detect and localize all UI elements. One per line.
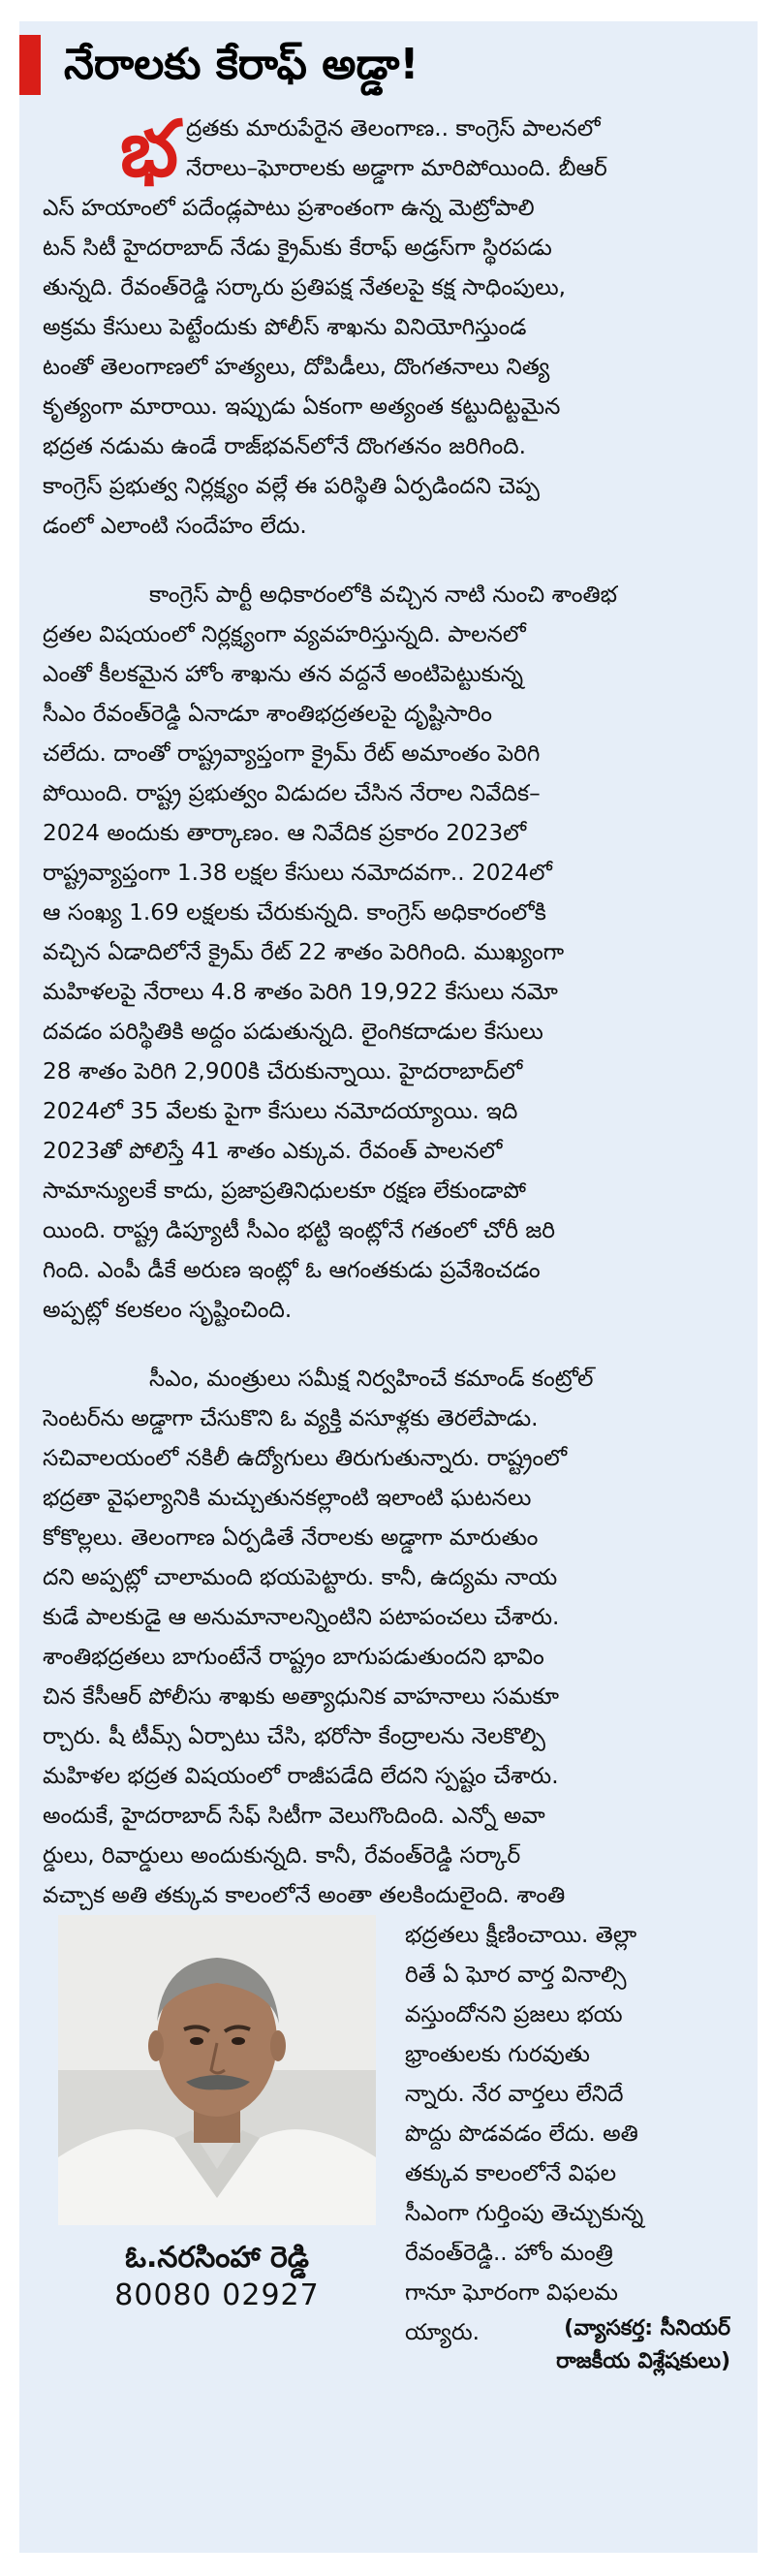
text-line: వచ్చిన ఏడాదిలోనే క్రైమ్ రేట్ 22 శాతం పెరిగింది. ముఖ్యంగా [43, 939, 565, 965]
author-credit [556, 2312, 730, 2378]
author-phone: 80080 02927 [114, 2278, 320, 2312]
text-line: భద్రతా వైఫల్యానికి మచ్చుతునకల్లాంటి ఇలాంటి ఘటనలు [43, 1485, 532, 1511]
bottom-section [19, 1915, 758, 2373]
text-line: నేరాలు–ఘోరాలకు అడ్డాగా మారిపోయింది. బీఆర్ [186, 155, 607, 181]
text-line: వచ్చాక అతి తక్కువ కాలంలోనే అంతా తలకిందులైంది. శాంతి [43, 1882, 566, 1908]
text-line: పోయింది. రాష్ట్ర ప్రభుత్వం విడుదల చేసిన నేరాల నివేదిక– [43, 780, 541, 806]
text-line: చలేదు. దాంతో రాష్ట్రవ్యాప్తంగా క్రైమ్ రేట్ అమాంతం పెరిగి [43, 740, 541, 767]
text-line: దని అప్పట్లో చాలామంది భయపెట్టారు. కానీ, ఉద్యమ నాయ [43, 1564, 558, 1590]
headline-accent-bar [19, 35, 41, 95]
text-line: సెంటర్‌ను అడ్డాగా చేసుకొని ఓ వ్యక్తి వసూళ్లకు తెరలేపాడు. [43, 1405, 539, 1431]
text-line: సచివాలయంలో నకిలీ ఉద్యోగులు తిరుగుతున్నారు. రాష్ట్రంలో [43, 1445, 568, 1471]
headline: నేరాలకు కేరాఫ్ అడ్డా! [64, 39, 419, 89]
text-line: డంలో ఎలాంటి సందేహం లేదు. [43, 513, 307, 539]
author-name: ఓ.నరసింహా రెడ్డి [125, 2241, 309, 2275]
text-line: న్నారు. నేర వార్తలు లేనిదే [405, 2081, 624, 2107]
text-line: టంతో తెలంగాణలో హత్యలు, దోపిడీలు, దొంగతనాలు నిత్య [43, 354, 550, 380]
credit-line: (వ్యాసకర్త: సీనియర్ [564, 2316, 730, 2340]
dropcap: భ [120, 104, 178, 194]
headline-row [19, 21, 758, 109]
text-line: ఎస్ హయాంలో పదేండ్లపాటు ప్రశాంతంగా ఉన్న మెట్రోపాలి [43, 195, 535, 221]
text-line: భద్రతలు క్షీణించాయి. తెల్లా [405, 1922, 637, 1948]
paragraph-1 [43, 104, 734, 546]
text-line: గానూ ఘోరంగా విఫలమ [405, 2279, 618, 2306]
text-line: సీఎం, మంత్రులు సమీక్ష నిర్వహించే కమాండ్ కంట్రోల్ [149, 1366, 594, 1392]
author-photo [58, 1915, 376, 2225]
text-line: అక్రమ కేసులు పెట్టేందుకు పోలీస్ శాఖను వినియోగిస్తుండ [43, 314, 527, 340]
text-line: యింది. రాష్ట్ర డిప్యూటీ సీఎం భట్టి ఇంట్లోనే గతంలో చోరీ జరి [43, 1217, 556, 1243]
text-line: 28 శాతం పెరిగి 2,900కి చేరుకున్నాయి. హైదరాబాద్‌లో [43, 1058, 523, 1084]
text-line: వస్తుందోనని ప్రజలు భయ [405, 2001, 623, 2027]
text-line: మహిళల భద్రత విషయంలో రాజీపడేది లేదని స్పష్టం చేశారు. [43, 1763, 559, 1789]
text-line: సామాన్యులకే కాదు, ప్రజాప్రతినిధులకూ రక్షణ లేకుండాపో [43, 1178, 526, 1204]
paragraph-2 [43, 575, 734, 1330]
text-line: తక్కువ కాలంలోనే విఫల [405, 2160, 617, 2186]
text-line: 2024 అందుకు తార్కాణం. ఆ నివేదిక ప్రకారం 2023లో [43, 820, 527, 846]
text-line: సీఎం రేవంత్‌రెడ్డి ఏనాడూ శాంతిభద్రతలపై దృష్టిసారిం [43, 701, 492, 727]
text-line: రితే ఏ ఘోర వార్త వినాల్సి [405, 1962, 627, 1988]
text-line: ఎంతో కీలకమైన హోం శాఖను తన వద్దనే అంటిపెట్టుకున్న [43, 661, 524, 687]
text-line: రేవంత్‌రెడ్డి.. హోం మంత్రి [405, 2240, 613, 2266]
author-block [58, 1915, 376, 2314]
text-line: కాంగ్రెస్ పార్టీ అధికారంలోకి వచ్చిన నాటి నుంచి శాంతిభ [149, 581, 617, 608]
text-line: 2024లో 35 వేలకు పైగా కేసులు నమోదయ్యాయి. ఇది [43, 1098, 518, 1124]
text-line: సీఎంగా గుర్తింపు తెచ్చుకున్న [405, 2200, 644, 2226]
text-line: కాంగ్రెస్ ప్రభుత్వ నిర్లక్ష్యం వల్లే ఈ పరిస్థితి ఏర్పడిందని చెప్ప [43, 473, 540, 499]
article-body [19, 104, 758, 1915]
text-line: దవడం పరిస్థితికి అద్దం పడుతున్నది. లైంగికదాడుల కేసులు [43, 1019, 543, 1045]
text-line: తున్నది. రేవంత్‌రెడ్డి సర్కారు ప్రతిపక్ష నేతలపై కక్ష సాధింపులు, [43, 274, 567, 300]
text-line: టన్ సిటీ హైదరాబాద్ నేడు క్రైమ్‌కు కేరాఫ్ అడ్రస్‌గా స్థిరపడు [43, 235, 552, 261]
text-line: రాష్ట్రవ్యాప్తంగా 1.38 లక్షల కేసులు నమోదవగా.. 2024లో [43, 860, 552, 886]
text-line: ర్చారు. షీ టీమ్స్ ఏర్పాటు చేసి, భరోసా కేంద్రాలను నెలకొల్పి [43, 1723, 545, 1749]
text-line: అప్పట్లో కలకలం సృష్టించింది. [43, 1297, 293, 1323]
side-column-text [405, 1915, 758, 2352]
text-line: శాంతిభద్రతలు బాగుంటేనే రాష్ట్రం బాగుపడుతుందని భావిం [43, 1644, 544, 1670]
text-line: కుడే పాలకుడై ఆ అనుమానాలన్నింటిని పటాపంచలు చేశారు. [43, 1604, 560, 1630]
article-panel [19, 21, 758, 2553]
text-line: అందుకే, హైదరాబాద్ సేఫ్ సిటీగా వెలుగొందింది. ఎన్నో అవా [43, 1803, 545, 1829]
text-line: 2023తో పోలిస్తే 41 శాతం ఎక్కువ. రేవంత్ పాలనలో [43, 1138, 503, 1164]
text-line: గింది. ఎంపీ డీకే అరుణ ఇంట్లో ఓ ఆగంతకుడు ప్రవేశించడం [43, 1257, 541, 1283]
text-line: ద్రతల విషయంలో నిర్లక్ష్యంగా వ్యవహరిస్తున్నది. పాలనలో [43, 621, 526, 647]
text-line: చిన కేసీఆర్ పోలీసు శాఖకు అత్యాధునిక వాహనాలు సమకూ [43, 1683, 559, 1710]
text-line: ద్రతకు మారుపేరైన తెలంగాణ.. కాంగ్రెస్ పాలనలో [186, 115, 601, 141]
author-portrait-image [58, 1915, 376, 2225]
paragraph-3 [43, 1359, 734, 1915]
text-line: భ్రాంతులకు గురవుతు [405, 2041, 590, 2067]
text-line: పొద్దు పొడవడం లేదు. అతి [405, 2120, 638, 2147]
text-line: కృత్యంగా మారాయి. ఇప్పుడు ఏకంగా అత్యంత కట్టుదిట్టమైన [43, 393, 561, 420]
text-line: ఆ సంఖ్య 1.69 లక్షలకు చేరుకున్నది. కాంగ్రెస్ అధికారంలోకి [43, 899, 546, 926]
text-line: మహిళలపై నేరాలు 4.8 శాతం పెరిగి 19,922 కేసులు నమో [43, 979, 558, 1005]
text-line: య్యారు. [405, 2319, 480, 2345]
text-line: ర్డులు, రివార్డులు అందుకున్నది. కానీ, రేవంత్‌రెడ్డి సర్కార్ [43, 1842, 521, 1869]
text-line: కోకొల్లలు. తెలంగాణ ఏర్పడితే నేరాలకు అడ్డాగా మారుతుం [43, 1524, 539, 1551]
credit-line: రాజకీయ విశ్లేషకులు) [556, 2349, 730, 2373]
text-line: భద్రత నడుమ ఉండే రాజ్‌భవన్‌లోనే దొంగతనం జరిగింది. [43, 433, 526, 459]
